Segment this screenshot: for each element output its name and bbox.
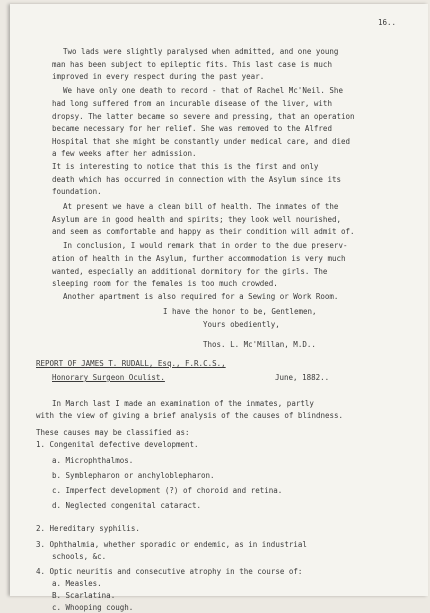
list-item: 1. Congenital defective development. bbox=[36, 440, 199, 449]
text-line: We have only one death to record - that of Rachel Mc'Neil. She bbox=[63, 86, 343, 95]
text-line: At present we have a clean bill of health. The inmates of the bbox=[63, 202, 339, 211]
text-line: wanted, especially an additional dormitory for the girls. The bbox=[52, 267, 328, 276]
text-line: man has been subject to epileptic fits. This last case is much bbox=[52, 60, 332, 69]
text-line: and seem as comfortable and happy as their condition will admit of. bbox=[52, 227, 355, 236]
list-subitem: c. Whooping cough. bbox=[52, 603, 134, 612]
text-line: Asylum are in good health and spirits; they look well nourished, bbox=[52, 215, 341, 224]
page-number: 16.. bbox=[378, 18, 397, 27]
text-line: death which has occurred in connection with the Asylum since its bbox=[52, 175, 341, 184]
text-line: In March last I made an examination of the inmates, partly bbox=[52, 399, 314, 408]
signature: Thos. L. Mc'Millan, M.D.. bbox=[203, 340, 316, 349]
closing-line: Yours obediently, bbox=[203, 320, 280, 329]
text-line: a few weeks after her admission. bbox=[52, 149, 197, 158]
list-subitem: d. Neglected congenital cataract. bbox=[52, 501, 202, 510]
list-item-continuation: schools, &c. bbox=[52, 552, 107, 561]
list-subitem: a. Microphthalmos. bbox=[52, 456, 134, 465]
list-subitem: B. Scarlatina. bbox=[52, 591, 116, 600]
text-line: had long suffered from an incurable disease of the liver, with bbox=[52, 99, 332, 108]
list-item: 3. Ophthalmia, whether sporadic or endemic, as in industrial bbox=[36, 540, 307, 549]
report-heading: REPORT OF JAMES T. RUDALL, Esq., F.R.C.S., bbox=[36, 359, 226, 368]
list-subitem: c. Imperfect development (?) of choroid and retina. bbox=[52, 486, 283, 495]
text-line: In conclusion, I would remark that in order to the due preserv- bbox=[63, 241, 348, 250]
list-item: 4. Optic neuritis and consecutive atrophy in the course of: bbox=[36, 567, 303, 576]
text-line: dropsy. The latter became so severe and pressing, that an operation bbox=[52, 112, 355, 121]
list-subitem: b. Symblepharon or anchyloblepharon. bbox=[52, 471, 215, 480]
text-line: improved in every respect during the past year. bbox=[52, 72, 265, 81]
text-line: Two lads were slightly paralysed when admitted, and one young bbox=[63, 47, 339, 56]
closing-line: I have the honor to be, Gentlemen, bbox=[163, 307, 317, 316]
text-line: with the view of giving a brief analysis of the causes of blindness. bbox=[36, 411, 344, 420]
report-subheading: Honorary Surgeon Oculist. bbox=[52, 373, 165, 382]
text-line: Hospital that she might be constantly under medical care, and died bbox=[52, 137, 351, 146]
text-line: ation of health in the Asylum, further accommodation is very much bbox=[52, 254, 346, 263]
text-line: These causes may be classified as: bbox=[36, 428, 190, 437]
list-item: 2. Hereditary syphilis. bbox=[36, 524, 140, 533]
text-line: sleeping room for the females is too much crowded. bbox=[52, 279, 278, 288]
report-date: June, 1882.. bbox=[275, 373, 330, 382]
list-subitem: a. Measles. bbox=[52, 579, 102, 588]
text-line: foundation. bbox=[52, 187, 102, 196]
text-line: became necessary for her relief. She was removed to the Alfred bbox=[52, 124, 332, 133]
text-line: Another apartment is also required for a Sewing or Work Room. bbox=[63, 292, 339, 301]
text-line: It is interesting to notice that this is the first and only bbox=[52, 162, 319, 171]
document-page bbox=[10, 4, 428, 612]
